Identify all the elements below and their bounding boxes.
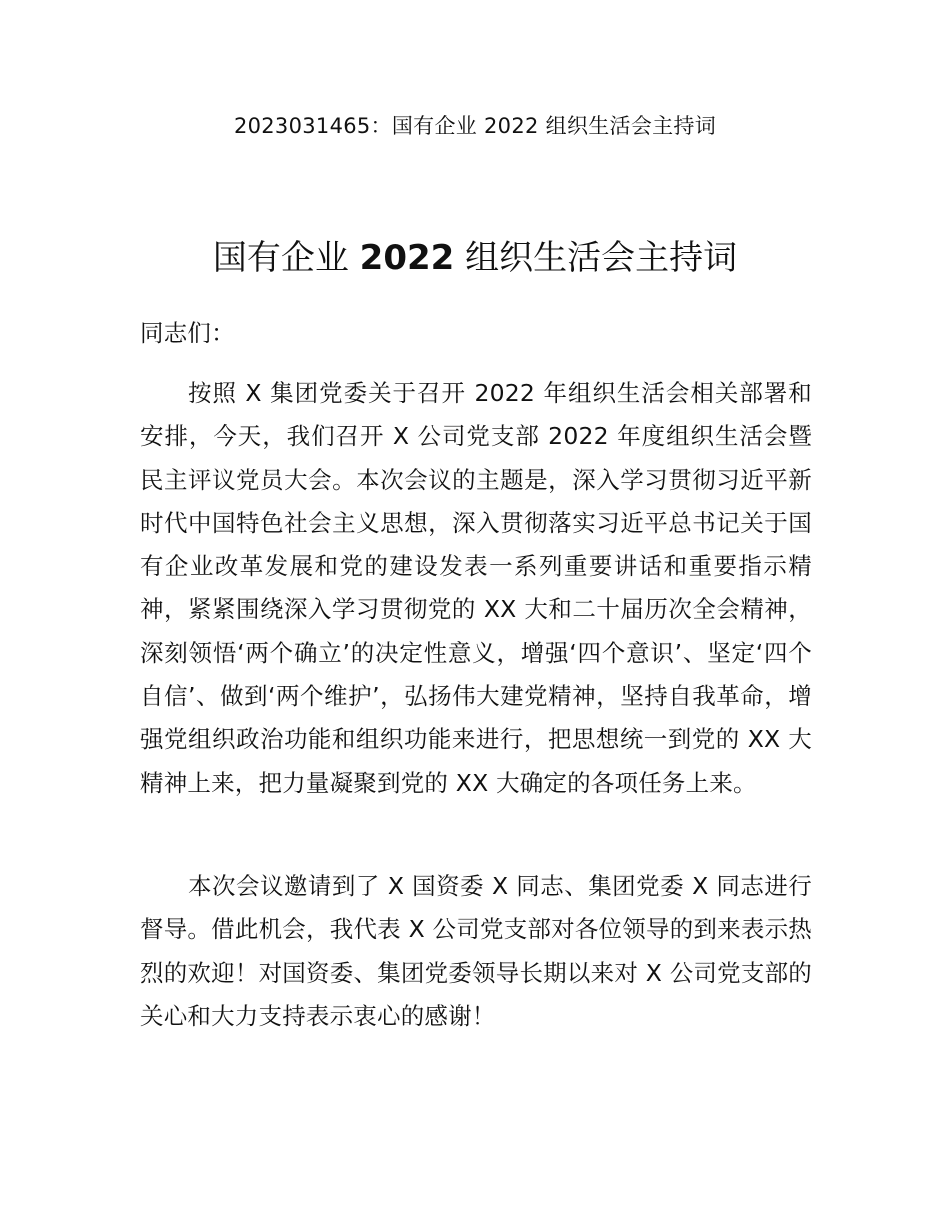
document-header-line: 2023031465：国有企业 2022 组织生活会主持词 xyxy=(233,114,717,138)
salutation: 同志们： xyxy=(140,319,235,347)
document-title xyxy=(0,234,950,282)
title-prefix: 国有企业 xyxy=(212,238,360,278)
title-suffix: 组织生活会主持词 xyxy=(454,238,738,278)
paragraph-2: 本次会议邀请到了 X 国资委 X 同志、集团党委 X 同志进行督导。借此机会，我代表 X 公司党支部对各位领导的到来表示热烈的欢迎！对国资委、集团党委领导长期以来对 X 公司党支部的关心和大力支持表示衷心的感谢！ xyxy=(140,872,812,1030)
title-year: 2022 xyxy=(359,238,455,278)
paragraph-1: 按照 X 集团党委关于召开 2022 年组织生活会相关部署和安排，今天，我们召开 X 公司党支部 2022 年度组织生活会暨民主评议党员大会。本次会议的主题是，深入学习贯彻习近平新时代中国特色社会主义思想，深入贯彻落实习近平总书记关于国有企业改革发展和党的建设发表一系列重要讲话和重要指示精神，紧紧围绕深入学习贯彻党的 XX 大和二十届历次全会精神，深刻领悟‘两个确立’的决定性意义，增强‘四个意识’、坚定‘四个自信’、做到‘两个维护’，弘扬伟大建党精神，坚持自我革命，增强党组织政治功能和组织功能来进行，把思想统一到党的 XX 大精神上来，把力量凝聚到党的 XX 大确定的各项任务上来。 xyxy=(140,379,812,797)
